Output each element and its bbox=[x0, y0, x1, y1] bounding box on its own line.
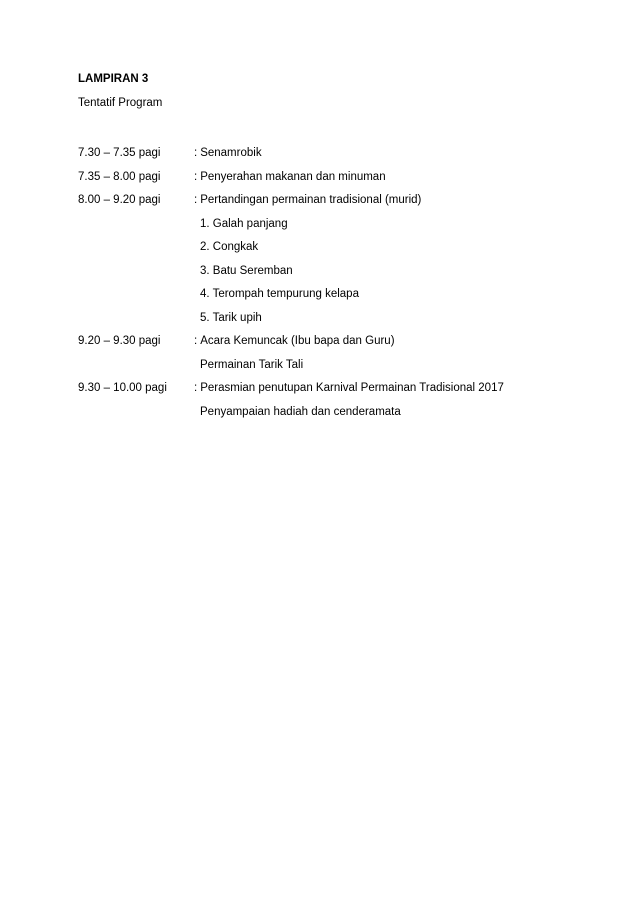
appendix-heading: LAMPIRAN 3 bbox=[78, 73, 149, 85]
colon-separator: : bbox=[194, 170, 198, 183]
colon-separator: : bbox=[194, 194, 198, 206]
schedule-activity bbox=[194, 169, 598, 193]
schedule-details bbox=[194, 145, 598, 169]
activity-text: Penyerahan makanan dan minuman bbox=[200, 170, 386, 183]
schedule-details bbox=[194, 333, 598, 380]
colon-separator: : bbox=[194, 382, 198, 394]
schedule-entry bbox=[78, 380, 598, 427]
schedule-time: 9.20 – 9.30 pagi bbox=[78, 335, 161, 347]
game-list-item: 2. Congkak bbox=[200, 241, 259, 253]
activity-text: Pertandingan permainan tradisional (murid) bbox=[200, 194, 422, 206]
program-subheading: Tentatif Program bbox=[78, 97, 163, 109]
activity-text: Acara Kemuncak (Ibu bapa dan Guru) bbox=[200, 335, 395, 347]
game-list-item: 5. Tarik upih bbox=[200, 311, 262, 324]
schedule-activity bbox=[194, 145, 598, 169]
schedule-details bbox=[194, 380, 598, 427]
schedule-time: 7.30 – 7.35 pagi bbox=[78, 147, 161, 159]
colon-separator: : bbox=[194, 335, 198, 347]
schedule-time: 9.30 – 10.00 pagi bbox=[78, 382, 167, 394]
game-list-item: 1. Galah panjang bbox=[200, 217, 288, 230]
game-list-item: 3. Batu Seremban bbox=[200, 264, 293, 277]
game-list-item: 4. Terompah tempurung kelapa bbox=[200, 288, 359, 300]
schedule-entry bbox=[78, 192, 598, 333]
schedule-entry bbox=[78, 169, 598, 193]
schedule-details bbox=[194, 192, 598, 333]
activity-text: Perasmian penutupan Karnival Permainan Tradisional 2017 bbox=[200, 382, 504, 394]
schedule-activity bbox=[194, 380, 598, 404]
schedule-activity bbox=[194, 333, 598, 357]
activity-subitem: Permainan Tarik Tali bbox=[200, 358, 304, 371]
schedule-details bbox=[194, 169, 598, 193]
schedule-time: 7.35 – 8.00 pagi bbox=[78, 170, 161, 183]
schedule-activity bbox=[194, 192, 598, 216]
colon-separator: : bbox=[194, 147, 198, 159]
activity-subitem: Penyampaian hadiah dan cenderamata bbox=[200, 405, 401, 418]
activity-text: Senamrobik bbox=[200, 147, 262, 159]
program-schedule bbox=[78, 145, 598, 427]
schedule-entry bbox=[78, 333, 598, 380]
schedule-entry bbox=[78, 145, 598, 169]
schedule-time: 8.00 – 9.20 pagi bbox=[78, 194, 161, 206]
